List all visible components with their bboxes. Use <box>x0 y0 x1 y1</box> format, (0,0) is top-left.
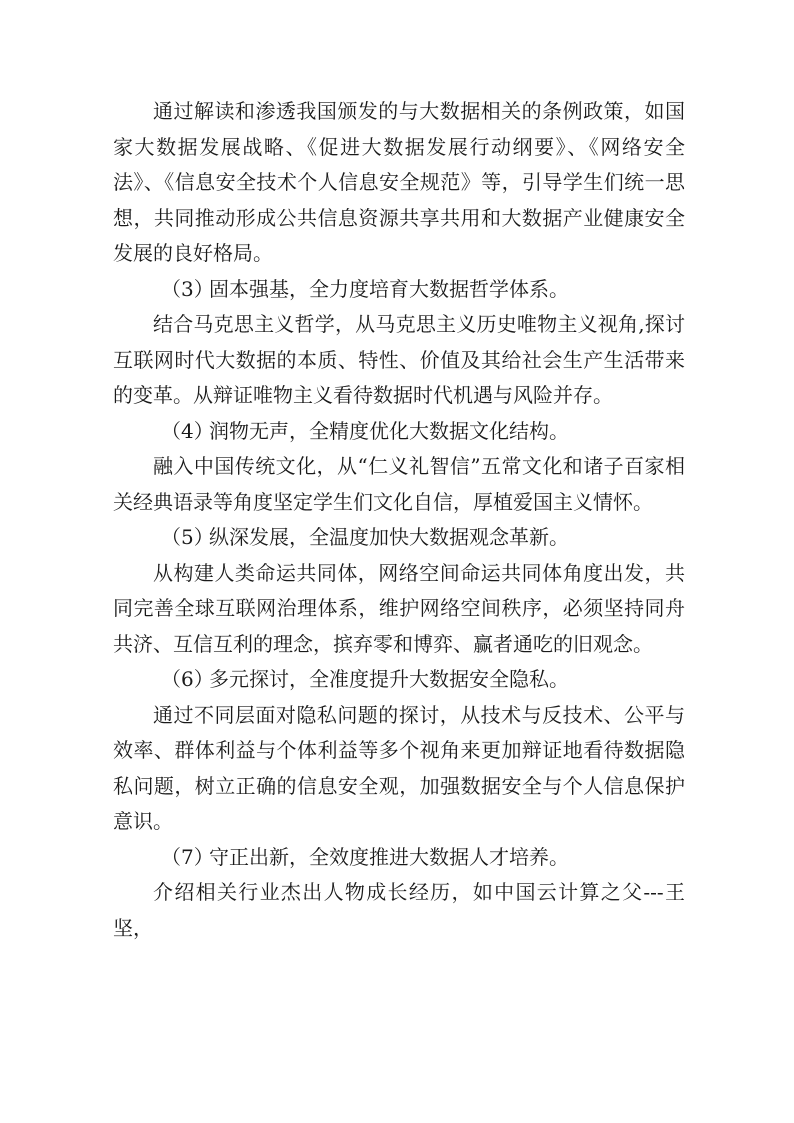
paragraph-privacy: 通过不同层面对隐私问题的探讨，从技术与反技术、公平与效率、群体利益与个体利益等多个视角来更加辩证地看待数据隐私问题，树立正确的信息安全观，加强数据安全与个人信息保护意识。 <box>113 702 685 833</box>
paragraph-philosophy: 结合马克思主义哲学，从马克思主义历史唯物主义视角,探讨互联网时代大数据的本质、特性、价值及其给社会生产生活带来的变革。从辩证唯物主义看待数据时代机遇与风险并存。 <box>113 312 685 407</box>
list-heading: 纵深发展，全温度加快大数据观念革新。 <box>209 525 569 549</box>
list-heading: 守正出新，全效度推进大数据人才培养。 <box>209 844 569 869</box>
list-item-4 <box>113 414 685 450</box>
list-heading: 润物无声，全精度优化大数据文化结构。 <box>209 418 569 443</box>
list-item-5 <box>113 520 685 556</box>
list-number: （4） <box>161 418 214 443</box>
paragraph-culture: 融入中国传统文化，从“仁义礼智信”五常文化和诸子百家相关经典语录等角度坚定学生们文化自信，厚植爱国主义情怀。 <box>113 454 685 514</box>
list-heading: 固本强基，全力度培育大数据哲学体系。 <box>209 276 569 301</box>
list-number: （5） <box>161 525 214 549</box>
paragraph-community: 从构建人类命运共同体，网络空间命运共同体角度出发，共同完善全球互联网治理体系，维护网络空间秩序，必须坚持同舟共济、互信互利的理念，摈弃零和博弈、赢者通吃的旧观念。 <box>113 560 685 656</box>
list-item-6 <box>113 662 685 698</box>
document-page <box>113 94 685 946</box>
list-number: （3） <box>161 276 214 301</box>
list-item-3 <box>113 272 685 308</box>
list-heading: 多元探讨，全准度提升大数据安全隐私。 <box>209 667 569 691</box>
paragraph-policy: 通过解读和渗透我国颁发的与大数据相关的条例政策，如国家大数据发展战略、《促进大数据发展行动纲要》、《网络安全法》、《信息安全技术个人信息安全规范》等，引导学生们统一思想，共同推动形成公共信息资源共享共用和大数据产业健康安全发展的良好格局。 <box>113 99 685 265</box>
list-number: （6） <box>161 667 214 691</box>
list-number: （7） <box>161 844 214 869</box>
paragraph-talent: 介绍相关行业杰出人物成长经历，如中国云计算之父---王坚， <box>113 880 685 940</box>
list-item-7 <box>113 840 685 876</box>
